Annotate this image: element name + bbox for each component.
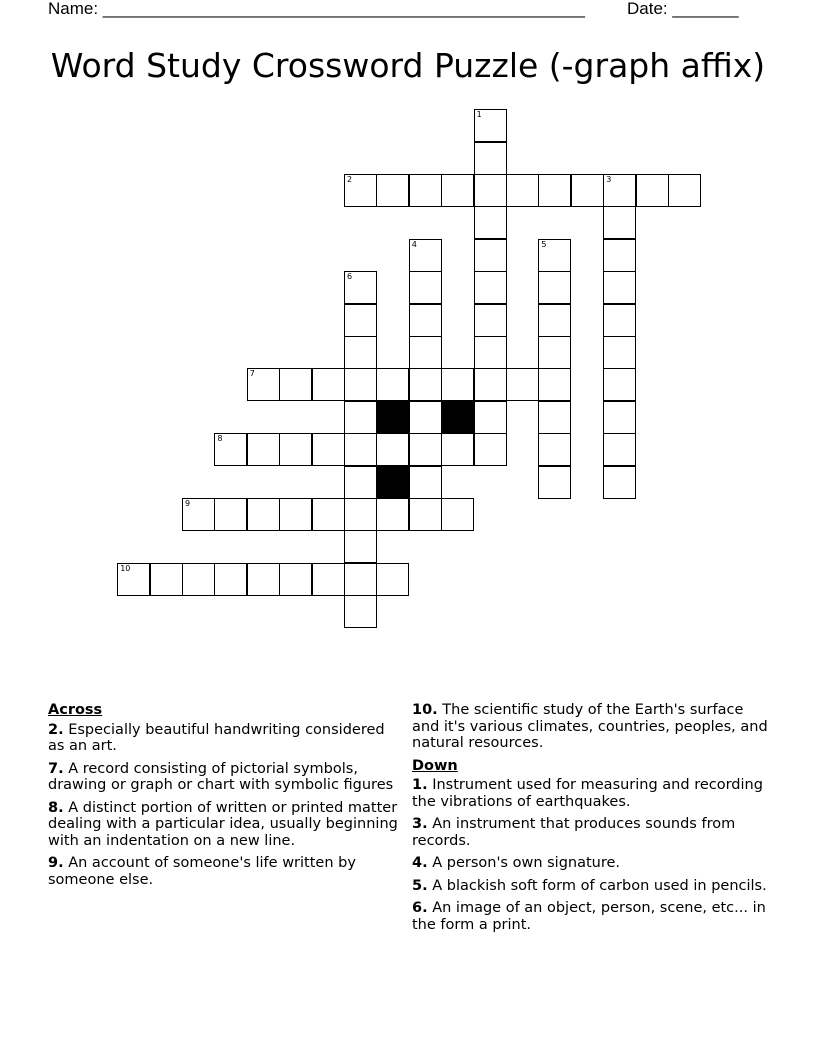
- clue-across-2: [48, 722, 400, 755]
- crossword-cell: [344, 563, 377, 596]
- date-field: Date: _______: [627, 0, 739, 18]
- crossword-cell: [603, 433, 636, 466]
- crossword-cell: [441, 433, 474, 466]
- crossword-block: [376, 401, 409, 434]
- crossword-cell: [441, 498, 474, 531]
- crossword-cell: [603, 271, 636, 304]
- clue-number: 3.: [412, 816, 428, 832]
- crossword-cell: [538, 336, 571, 369]
- cell-number: 8: [217, 434, 223, 444]
- crossword-cell: [603, 174, 636, 207]
- crossword-cell: [312, 498, 345, 531]
- clue-text: A distinct portion of written or printed matter dealing with a particular idea, usually beginning with an indentation on a new line.: [48, 799, 398, 849]
- clue-number: 7.: [48, 760, 64, 777]
- crossword-cell: [668, 174, 701, 207]
- crossword-cell: [636, 174, 669, 207]
- crossword-cell: [344, 498, 377, 531]
- crossword-cell: [247, 498, 280, 531]
- crossword-cell: [603, 304, 636, 337]
- crossword-cell: [538, 368, 571, 401]
- crossword-cell: [182, 498, 215, 531]
- clue-across-9: [48, 855, 400, 888]
- crossword-cell: [214, 498, 247, 531]
- clue-number: 8.: [48, 799, 64, 816]
- across-heading: Across: [48, 702, 103, 718]
- crossword-cell: [538, 174, 571, 207]
- crossword-cell: [538, 239, 571, 272]
- clue-number: 9.: [48, 855, 64, 871]
- crossword-cell: [409, 174, 442, 207]
- crossword-cell: [538, 466, 571, 499]
- crossword-block: [441, 401, 474, 434]
- crossword-cell: [474, 206, 507, 239]
- crossword-cell: [247, 368, 280, 401]
- clue-number: 4.: [412, 855, 428, 871]
- page-title: Word Study Crossword Puzzle (-graph affix): [50, 46, 766, 85]
- clue-text: An image of an object, person, scene, etc... in the form a print.: [412, 900, 766, 933]
- crossword-cell: [506, 368, 539, 401]
- crossword-cell: [474, 271, 507, 304]
- crossword-cell: [409, 433, 442, 466]
- crossword-cell: [603, 206, 636, 239]
- crossword-cell: [506, 174, 539, 207]
- crossword-block: [376, 466, 409, 499]
- crossword-cell: [603, 336, 636, 369]
- crossword-cell: [247, 433, 280, 466]
- crossword-cell: [279, 498, 312, 531]
- crossword-cell: [344, 401, 377, 434]
- clue-number: 5.: [412, 877, 428, 894]
- crossword-cell: [247, 563, 280, 596]
- cell-number: 1: [476, 110, 482, 120]
- crossword-cell: [474, 142, 507, 175]
- crossword-cell: [474, 109, 507, 142]
- clues-right-column: [412, 702, 770, 939]
- clue-across-10: [412, 702, 770, 752]
- clue-number: 1.: [412, 777, 428, 793]
- crossword-cell: [538, 401, 571, 434]
- clue-down-1: [412, 777, 770, 810]
- crossword-cell: [150, 563, 183, 596]
- crossword-cell: [344, 271, 377, 304]
- cell-number: 5: [541, 239, 547, 249]
- crossword-cell: [571, 174, 604, 207]
- crossword-cell: [409, 498, 442, 531]
- clue-text: The scientific study of the Earth's surface and it's various climates, countries, peoples, and natural resources.: [412, 702, 768, 751]
- cell-number: 2: [347, 175, 353, 184]
- crossword-cell: [344, 530, 377, 563]
- crossword-cell: [474, 401, 507, 434]
- crossword-cell: [279, 368, 312, 401]
- crossword-cell: [409, 271, 442, 304]
- crossword-cell: [344, 433, 377, 466]
- crossword-cell: [344, 336, 377, 369]
- crossword-cell: [344, 304, 377, 337]
- crossword-cell: [344, 174, 377, 207]
- crossword-cell: [344, 466, 377, 499]
- crossword-cell: [474, 336, 507, 369]
- crossword-cell: [214, 563, 247, 596]
- clue-down-6: [412, 900, 770, 933]
- crossword-cell: [279, 563, 312, 596]
- clue-text: Especially beautiful handwriting considered as an art.: [48, 721, 385, 754]
- clue-number: 6.: [412, 900, 428, 916]
- crossword-cell: [474, 368, 507, 401]
- clue-down-5: [412, 878, 770, 895]
- clues-left-column: [48, 702, 400, 894]
- clue-text: A blackish soft form of carbon used in pencils.: [432, 877, 767, 894]
- crossword-cell: [409, 304, 442, 337]
- crossword-cell: [441, 174, 474, 207]
- crossword-cell: [312, 368, 345, 401]
- name-field: Name: ___________________________________________________: [48, 0, 585, 18]
- cell-number: 6: [347, 272, 353, 282]
- clue-text: A person's own signature.: [432, 855, 621, 871]
- cell-number: 3: [606, 175, 612, 184]
- crossword-cell: [474, 174, 507, 207]
- cell-number: 10: [120, 563, 131, 573]
- clue-across-7: [48, 761, 400, 794]
- crossword-cell: [344, 368, 377, 401]
- crossword-cell: [409, 368, 442, 401]
- crossword-cell: [409, 401, 442, 434]
- clue-number: 2.: [48, 721, 64, 738]
- crossword-cell: [538, 271, 571, 304]
- crossword-cell: [409, 336, 442, 369]
- crossword-cell: [182, 563, 215, 596]
- crossword-cell: [376, 433, 409, 466]
- crossword-cell: [441, 368, 474, 401]
- clue-down-3: [412, 816, 770, 849]
- clue-number: 10.: [412, 702, 438, 718]
- clue-text: A record consisting of pictorial symbols, drawing or graph or chart with symbolic figures: [48, 760, 394, 793]
- crossword-cell: [117, 563, 150, 596]
- crossword-cell: [603, 368, 636, 401]
- clue-down-4: [412, 855, 770, 872]
- crossword-cell: [376, 174, 409, 207]
- crossword-cell: [312, 433, 345, 466]
- crossword-cell: [312, 563, 345, 596]
- crossword-cell: [603, 401, 636, 434]
- crossword-cell: [409, 466, 442, 499]
- crossword-cell: [603, 466, 636, 499]
- crossword-cell: [538, 433, 571, 466]
- crossword-cell: [344, 595, 377, 628]
- down-heading: Down: [412, 757, 458, 774]
- crossword-cell: [376, 498, 409, 531]
- crossword-cell: [538, 304, 571, 337]
- crossword-cell: [474, 433, 507, 466]
- crossword-cell: [279, 433, 312, 466]
- crossword-cell: [603, 239, 636, 272]
- crossword-cell: [376, 563, 409, 596]
- cell-number: 4: [411, 239, 417, 249]
- cell-number: 9: [185, 499, 191, 508]
- clue-text: Instrument used for measuring and recording the vibrations of earthquakes.: [412, 777, 763, 810]
- cell-number: 7: [249, 369, 255, 379]
- crossword-cell: [376, 368, 409, 401]
- clue-across-8: [48, 800, 400, 850]
- crossword-cell: [409, 239, 442, 272]
- clue-text: An instrument that produces sounds from records.: [412, 816, 736, 849]
- crossword-cell: [474, 239, 507, 272]
- clue-text: An account of someone's life written by someone else.: [48, 855, 356, 888]
- crossword-cell: [474, 304, 507, 337]
- crossword-cell: [214, 433, 247, 466]
